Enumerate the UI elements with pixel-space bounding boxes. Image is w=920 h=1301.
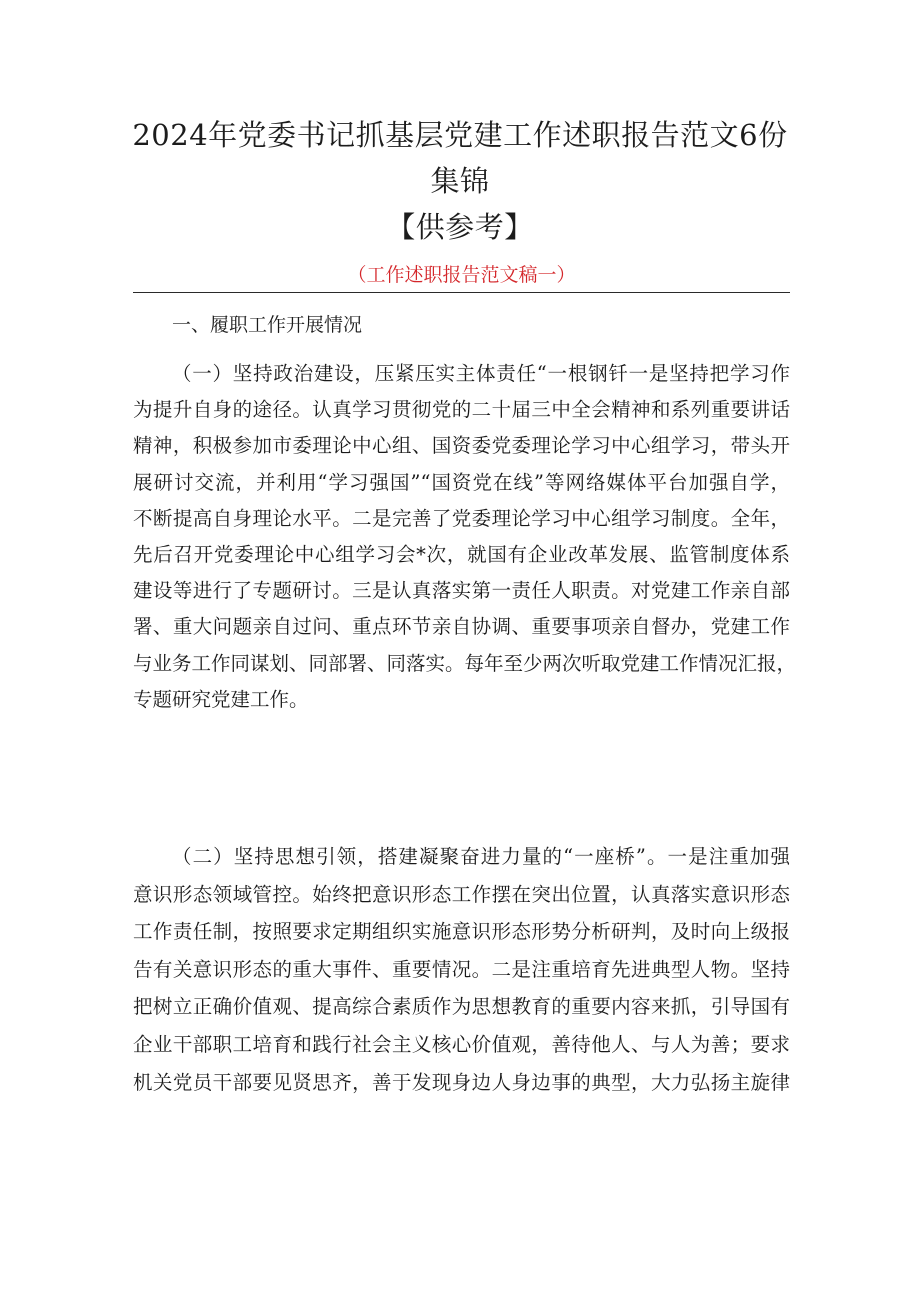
horizontal-divider: [133, 292, 790, 293]
paragraph-1-line: 与业务工作同谋划、同部署、同落实。每年至少两次听取党建工作情况汇报，: [133, 651, 797, 675]
document-title: [120, 112, 800, 250]
document-subtitle: （工作述职报告范文稿一）: [347, 264, 576, 286]
paragraph-2-line: 把树立正确价值观、提高综合素质作为思想教育的重要内容来抓，引导国有: [133, 995, 790, 1019]
paragraph-2-line: 工作责任制，按照要求定期组织实施意识形态形势分析研判，及时向上级报: [133, 920, 790, 944]
paragraph-1-line: 精神，积极参加市委理论中心组、国资委党委理论学习中心组学习，带头开: [133, 434, 790, 458]
paragraph-2: [133, 838, 790, 1101]
paragraph-1-line: 为提升自身的途径。认真学习贯彻党的二十届三中全会精神和系列重要讲话: [133, 398, 790, 422]
paragraph-1-line: （一）坚持政治建设，压紧压实主体责任“一根钢钎一是坚持把学习作: [172, 362, 790, 385]
section-heading: 一、履职工作开展情况: [172, 314, 363, 336]
paragraph-1-line: 先后召开党委理论中心组学习会*次，就国有企业改革发展、监管制度体系: [133, 542, 790, 566]
paragraph-1-line: 展研讨交流，并利用“学习强国”“国资党在线”等网络媒体平台加强自学，: [133, 470, 790, 494]
title-line-2: 【供参考】: [386, 210, 534, 244]
paragraph-1-line: 建设等进行了专题研讨。三是认真落实第一责任人职责。对党建工作亲自部: [133, 579, 790, 603]
title-line-1: 2024年党委书记抓基层党建工作述职报告范文6份集锦: [132, 118, 788, 198]
paragraph-1: [133, 356, 797, 718]
paragraph-1-line: 署、重大问题亲自过问、重点环节亲自协调、重要事项亲自督办，党建工作: [133, 615, 790, 639]
paragraph-2-line: 告有关意识形态的重大事件、重要情况。二是注重培育先进典型人物。坚持: [133, 957, 790, 981]
paragraph-1-line: 不断提高自身理论水平。二是完善了党委理论学习中心组学习制度。全年，: [133, 506, 790, 530]
paragraph-2-line: 企业干部职工培育和践行社会主义核心价值观，善待他人、与人为善；要求: [133, 1032, 790, 1056]
paragraph-1-line: 专题研究党建工作。: [133, 687, 309, 711]
paragraph-2-line: 意识形态领域管控。始终把意识形态工作摆在突出位置，认真落实意识形态: [133, 882, 790, 906]
paragraph-2-line: 机关党员干部要见贤思齐，善于发现身边人身边事的典型，大力弘扬主旋律: [133, 1070, 790, 1094]
paragraph-2-line: （二）坚持思想引领，搭建凝聚奋进力量的“一座桥”。一是注重加强: [172, 845, 790, 868]
